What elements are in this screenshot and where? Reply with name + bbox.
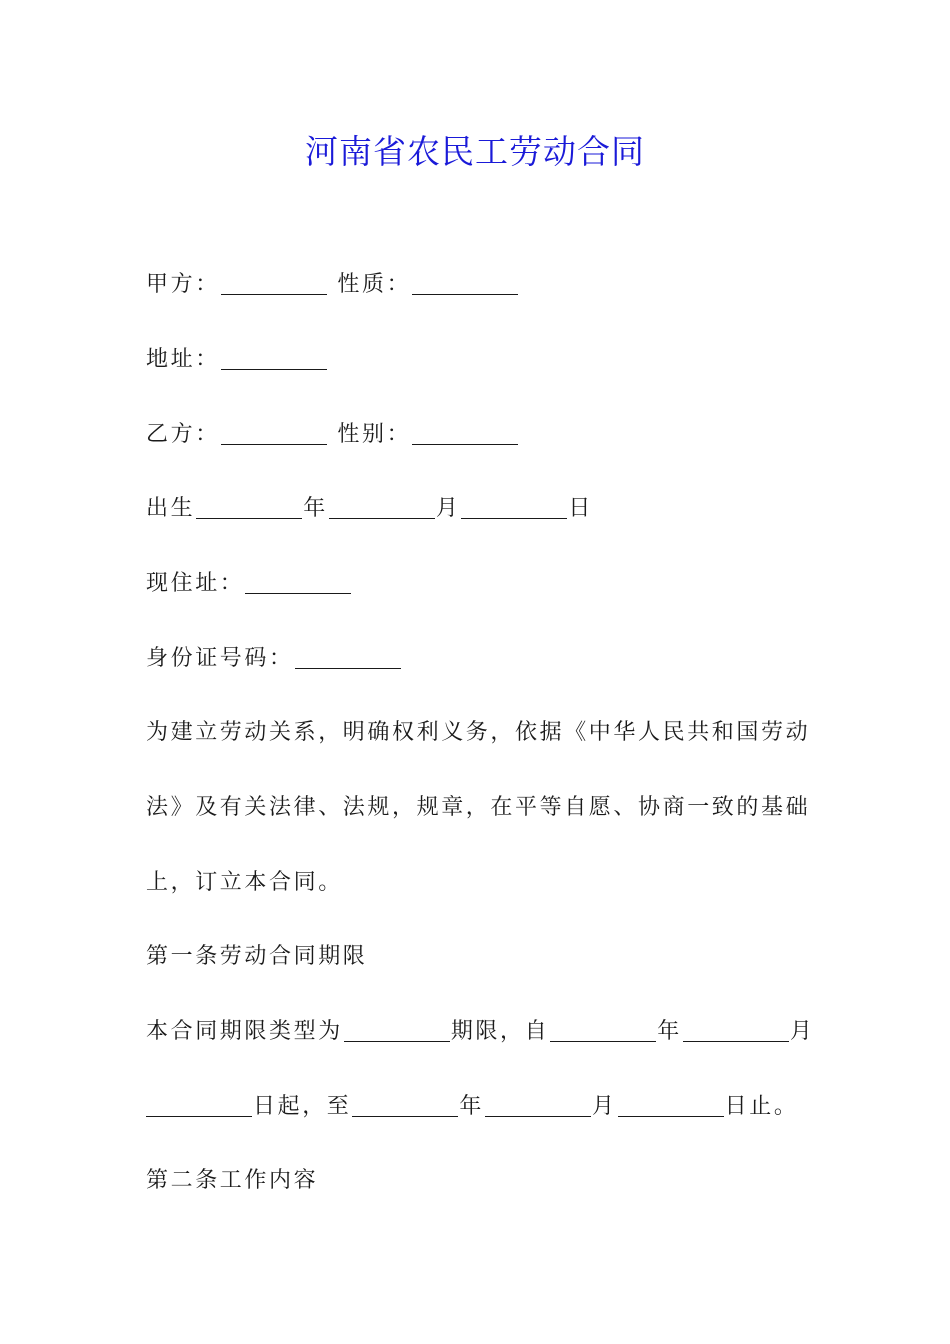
party-b-line (146, 419, 519, 451)
current-address-line (146, 568, 352, 600)
birth-month-label: 月 (435, 496, 461, 521)
id-number-line (146, 643, 402, 675)
preamble-line-3: 上，订立本合同。 (146, 870, 343, 895)
document-title: 河南省农民工劳动合同 (305, 132, 645, 171)
birth-year-label: 年 (303, 496, 328, 521)
id-number-label: 身份证号码： (146, 646, 294, 671)
term-from-month-blank[interactable] (683, 1017, 789, 1042)
nature-label: 性质： (337, 272, 412, 297)
current-address-label: 现住址： (146, 571, 245, 596)
term-from-label: 期限，自 (450, 1019, 550, 1044)
id-number-blank[interactable] (295, 644, 401, 669)
article-2-heading: 第二条工作内容 (146, 1168, 319, 1193)
birth-line (146, 493, 593, 525)
address-blank[interactable] (221, 345, 327, 370)
gender-label: 性别： (337, 422, 412, 447)
current-address-blank[interactable] (245, 569, 351, 594)
term-from-month-label: 月 (789, 1019, 815, 1044)
term-from-day-label: 日起，至 (253, 1094, 352, 1119)
term-to-year-label: 年 (459, 1094, 485, 1119)
party-b-label: 乙方： (146, 422, 220, 447)
term-from-year-label: 年 (657, 1019, 682, 1044)
birth-label: 出生 (146, 496, 196, 521)
term-line-1 (146, 1016, 814, 1048)
term-to-day-blank[interactable] (618, 1092, 724, 1117)
preamble-line-2: 法》及有关法律、法规，规章，在平等自愿、协商一致的基础 (146, 795, 811, 820)
gender-blank[interactable] (412, 420, 518, 445)
preamble-line-1: 为建立劳动关系，明确权利义务，依据《中华人民共和国劳动 (146, 720, 811, 745)
term-type-label: 本合同期限类型为 (146, 1019, 343, 1044)
term-type-blank[interactable] (344, 1017, 450, 1042)
article-1-heading: 第一条劳动合同期限 (146, 944, 368, 969)
birth-day-blank[interactable] (461, 494, 567, 519)
party-a-label: 甲方： (146, 272, 220, 297)
address-label: 地址： (146, 347, 220, 372)
party-a-blank[interactable] (221, 270, 327, 295)
term-to-day-label: 日止。 (724, 1094, 799, 1119)
nature-blank[interactable] (412, 270, 518, 295)
term-from-day-blank[interactable] (146, 1092, 252, 1117)
birth-day-label: 日 (568, 496, 594, 521)
party-a-line (146, 269, 519, 301)
term-to-year-blank[interactable] (352, 1092, 458, 1117)
term-to-month-blank[interactable] (485, 1092, 591, 1117)
term-to-month-label: 月 (592, 1094, 617, 1119)
term-line-2 (146, 1091, 798, 1123)
birth-month-blank[interactable] (329, 494, 435, 519)
address-line (146, 344, 328, 376)
term-from-year-blank[interactable] (550, 1017, 656, 1042)
party-b-blank[interactable] (221, 420, 327, 445)
birth-year-blank[interactable] (196, 494, 302, 519)
